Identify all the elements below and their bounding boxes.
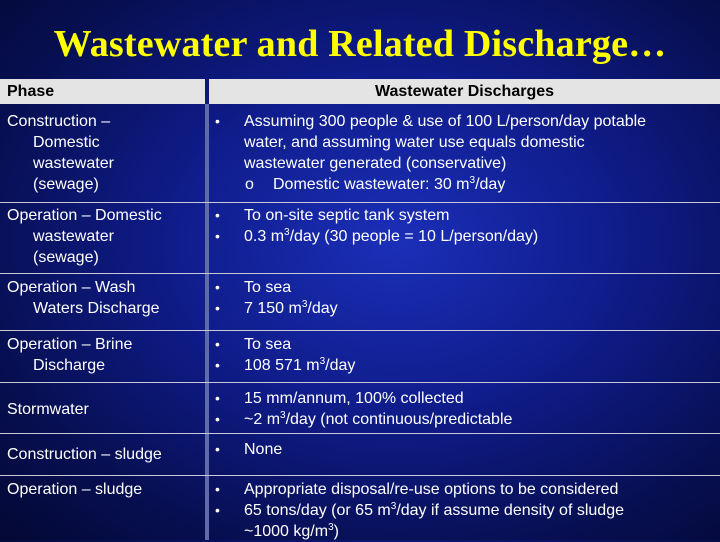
discharge-cell: • Appropriate disposal/re-use options to be considered • 65 tons/day (or 65 $m^3$/day if assume density of sludge ~1000 $kg/m^3$) <box>215 481 624 540</box>
phase-cell: Operation – Domestic wastewater (sewage) <box>7 207 162 266</box>
phase-cell: Operation – Wash Waters Discharge <box>7 279 160 317</box>
discharge-cell: • Assuming 300 people & use of 100 L/person/day potable water, and assuming water use equals domestic wastewater generated (conservative) o Domestic wastewater: 30 $m^3$/day <box>215 113 647 193</box>
bullet-icon: • <box>215 502 220 518</box>
bullet-icon: • <box>215 411 220 427</box>
phase-cell: Construction – Domestic wastewater (sewage) <box>7 113 114 193</box>
table-row <box>0 330 720 374</box>
discharge-cell: • To sea • 7 150 $m^3$/day <box>215 279 338 317</box>
discharge-cell: • None <box>215 441 283 458</box>
header-phase: Phase <box>0 79 205 104</box>
header-discharges: Wastewater Discharges <box>209 79 720 104</box>
bullet-icon: • <box>215 357 220 373</box>
phase-cell: Construction – sludge <box>7 446 162 463</box>
phase-text: Construction – <box>7 113 111 130</box>
table-row <box>0 382 720 428</box>
phase-cell: Operation – sludge <box>7 481 143 498</box>
bullet-icon: • <box>215 279 220 295</box>
bullet-icon: • <box>215 113 220 129</box>
table-row <box>0 273 720 317</box>
sub-bullet-icon: o <box>245 176 254 193</box>
bullet-icon: • <box>215 481 220 497</box>
table-row <box>0 202 720 266</box>
bullet-icon: • <box>215 441 220 457</box>
bullet-icon: • <box>215 300 220 316</box>
bullet-icon: • <box>215 207 220 223</box>
phase-cell: Stormwater <box>7 401 89 418</box>
bullet-icon: • <box>215 390 220 406</box>
slide-title: Wastewater and Related Discharge… <box>53 23 667 65</box>
discharge-cell: • 15 mm/annum, 100% collected • ~2 $m^3$/day (not continuous/predictable <box>215 390 513 428</box>
discharge-cell: • To sea • 108 571 $m^3$/day <box>215 336 356 374</box>
table-row <box>0 433 720 463</box>
discharge-cell: • To on-site septic tank system • 0.3 $m^3$/day (30 people = 10 L/person/day) <box>215 207 539 245</box>
bullet-icon: • <box>215 336 220 352</box>
bullet-icon: • <box>215 228 220 244</box>
table-row <box>0 475 720 540</box>
phase-cell: Operation – Brine Discharge <box>7 336 133 374</box>
